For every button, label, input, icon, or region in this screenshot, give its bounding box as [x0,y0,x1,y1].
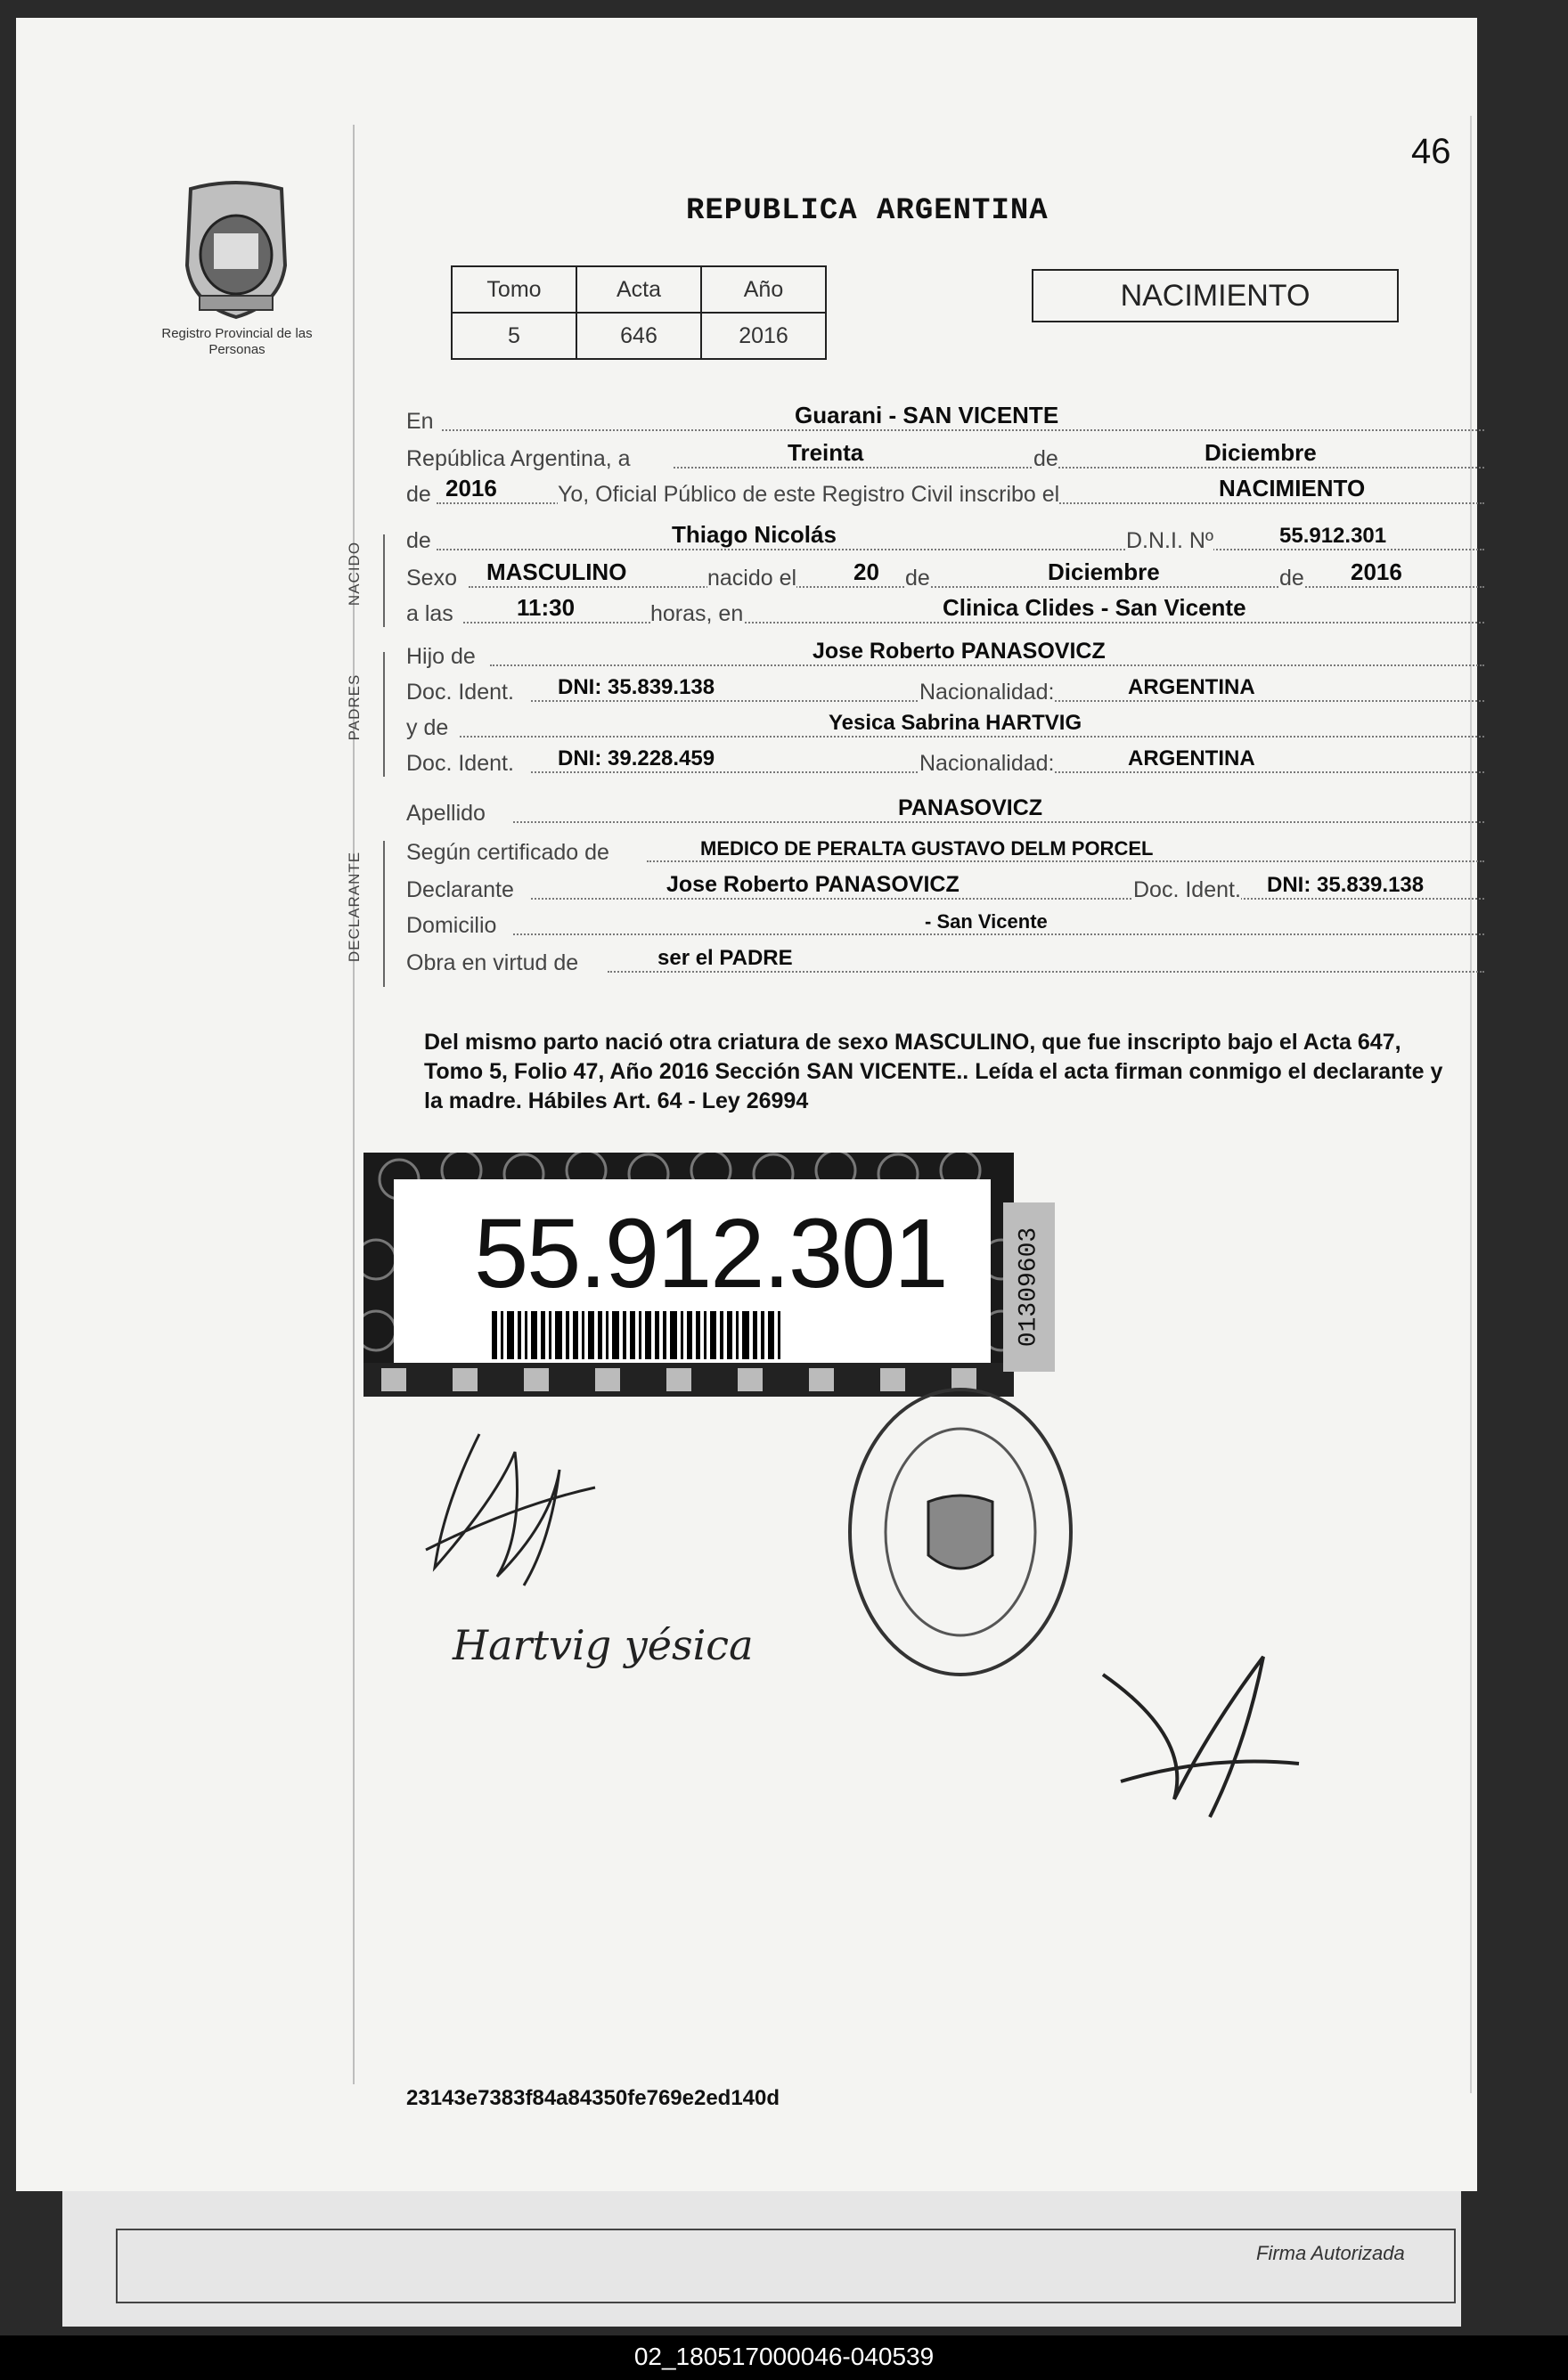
dotted-line [437,549,1484,550]
label-de2: de [905,566,930,591]
dotted-line [442,429,1484,431]
label-doc-ident: Doc. Ident. [406,751,514,776]
row-obra [406,948,1477,978]
label-nacido-el: nacido el [707,566,797,591]
label-republica: República Argentina, a [406,446,631,471]
table-row [452,313,826,359]
table-cell: 646 [576,313,701,359]
value-birth-year: 2016 [1351,558,1402,585]
value-declarant: Jose Roberto PANASOVICZ [666,872,960,897]
value-birth-place: Clinica Clides - San Vicente [943,594,1246,621]
left-margin-rule [353,125,355,2084]
value-certificate: MEDICO DE PERALTA GUSTAVO DELM PORCEL [700,837,1154,860]
value-child-name: Thiago Nicolás [672,521,837,548]
registry-label: Registro Provincial de las Personas [161,326,313,357]
label-apellido: Apellido [406,801,486,826]
label-y-de: y de [406,715,449,740]
dotted-line [513,933,1484,935]
value-sex: MASCULINO [486,558,627,585]
label-sexo: Sexo [406,566,457,591]
notes-paragraph: Del mismo parto nació otra criatura de sexo MASCULINO, que fue inscripto bajo el Acta 647, Tomo 5, Folio 47, Año 2016 Sección SAN VICENTE.. Leída el acta firman conmigo el declarante y la madre. Hábiles Art. 64 - Ley 26994 [424,1030,1443,1113]
value-year: 2016 [445,475,497,501]
dotted-line [674,467,1484,469]
barcode-label [394,1179,991,1363]
table-header-cell: Tomo [452,266,576,313]
dotted-line [469,586,1484,588]
dotted-line [647,860,1484,862]
value-mother-nationality: ARGENTINA [1128,746,1255,770]
value-father-nationality: ARGENTINA [1128,675,1255,699]
label-declarant-doc: Doc. Ident. [1133,877,1241,902]
label-de: de [1033,446,1058,471]
table-header-cell: Acta [576,266,701,313]
section-bar [383,652,385,777]
dni-barcode-sticker [363,1153,1014,1397]
row-time-place [406,594,1477,629]
row-mother-doc [406,748,1477,778]
value-address: - San Vicente [925,910,1048,933]
row-name [406,521,1477,556]
label-en: En [406,409,434,434]
label-a-las: a las [406,601,453,626]
row-surname [406,795,1477,828]
value-month: Diciembre [1205,439,1317,466]
value-surname: PANASOVICZ [898,795,1043,820]
dotted-line [513,821,1484,823]
barcode-icon [492,1311,884,1359]
value-place: Guarani - SAN VICENTE [795,402,1059,428]
row-oficial [406,475,1477,509]
dotted-line [531,898,1484,900]
value-father: Jose Roberto PANASOVICZ [813,639,1106,664]
label-de3: de [1279,566,1304,591]
label-hijo-de: Hijo de [406,644,476,669]
section-label-nacido: NACIDO [346,541,363,607]
label-nacionalidad: Nacionalidad: [919,680,1055,705]
dotted-line [460,736,1484,738]
document-hash: 23143e7383f84a84350fe769e2ed140d [406,2086,780,2110]
label-de-year: de [406,482,431,507]
label-domicilio: Domicilio [406,913,497,938]
footer-id: 02_180517000046-040539 [633,2343,935,2370]
section-bar [383,841,385,987]
row-sex [406,558,1477,593]
section-bar [383,534,385,627]
value-dni: 55.912.301 [1279,524,1387,548]
value-obra: ser el PADRE [657,946,793,970]
value-birth-month: Diciembre [1048,558,1160,585]
label-nacionalidad: Nacionalidad: [919,751,1055,776]
barcode-dni-number: 55.912.301 [474,1199,947,1308]
birth-certificate-page [16,18,1477,2191]
table-header-cell: Año [701,266,826,313]
dotted-line [463,622,1484,624]
page-number: 46 [1411,132,1451,171]
row-father-doc [406,677,1477,707]
record-type-box: NACIMIENTO [1032,269,1399,322]
table-cell: 5 [452,313,576,359]
value-day-words: Treinta [788,439,864,466]
row-place [406,402,1477,436]
label-declarante: Declarante [406,877,514,902]
table-cell: 2016 [701,313,826,359]
dotted-line [490,664,1484,666]
underlying-sheet [62,2173,1461,2327]
row-address [406,910,1477,941]
province-emblem-icon [173,180,299,322]
row-mother [406,713,1477,743]
section-label-padres: PADRES [346,673,363,741]
document-title: REPUBLICA ARGENTINA [686,194,1049,228]
value-father-doc: DNI: 35.839.138 [558,675,715,699]
value-record-type: NACIMIENTO [1219,475,1366,501]
label-horas-en: horas, en [650,601,744,626]
declarant-signature-icon [408,1398,613,1603]
row-declarant [406,872,1477,905]
serial-number: 01309603 [1015,1227,1043,1348]
value-mother-doc: DNI: 39.228.459 [558,746,715,770]
row-father [406,641,1477,672]
serial-label [1003,1202,1055,1372]
label-de-nacido: de [406,528,431,553]
section-label-declarante: DECLARANTE [346,851,363,963]
label-segun: Según certificado de [406,840,609,865]
registry-seal-stamp-icon [836,1372,1103,1683]
value-birth-day: 20 [853,558,879,585]
row-date [406,439,1477,474]
value-mother: Yesica Sabrina HARTVIG [829,711,1082,735]
underlying-signature-box [116,2229,1456,2303]
table-header-row [452,266,826,313]
label-dni: D.N.I. Nº [1126,528,1214,553]
under-sheet-label: Firma Autorizada [1256,2242,1405,2264]
label-oficial: Yo, Oficial Público de este Registro Civil inscribo el [558,482,1060,507]
tomo-acta-ano-table [451,265,827,360]
label-doc-ident: Doc. Ident. [406,680,514,705]
dotted-line [608,971,1484,973]
official-signature-icon [1067,1621,1335,1853]
mother-signature-text: Hartvig yésica [453,1621,754,1669]
value-birth-time: 11:30 [517,594,576,621]
row-certificate [406,837,1477,868]
value-declarant-doc: DNI: 35.839.138 [1267,873,1425,897]
label-obra: Obra en virtud de [406,950,579,975]
